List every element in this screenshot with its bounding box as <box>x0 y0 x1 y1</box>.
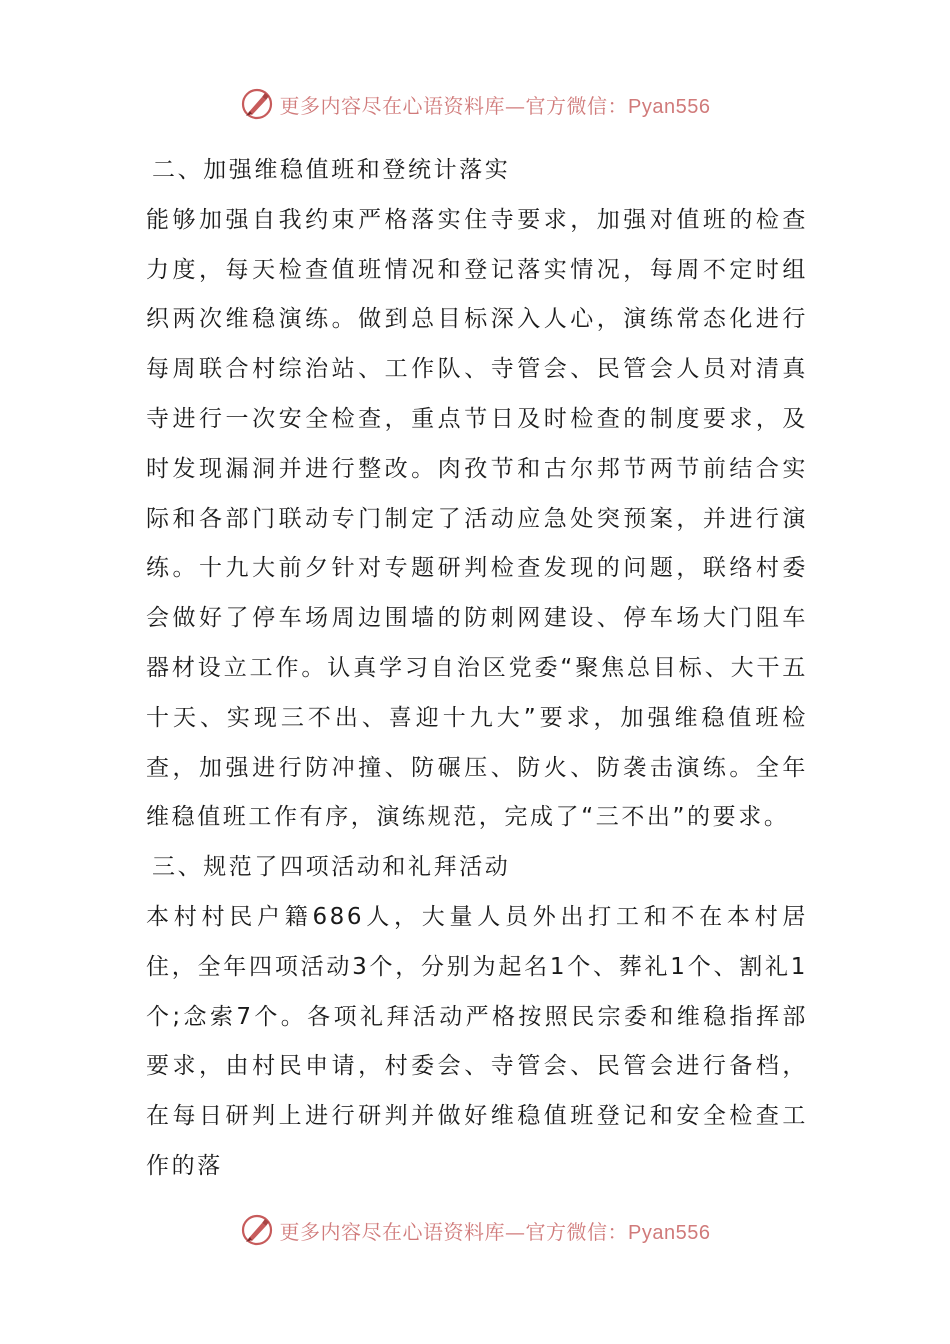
section-body-3: 本村村民户籍686人，大量人员外出打工和不在本村居住，全年四项活动3个，分别为起名1个、葬礼1个、割礼1个;念索7个。各项礼拜活动严格按照民宗委和维稳指挥部要求，由村民申请，村委会、寺管会、民管会进行备档，在每日研判上进行研判并做好维稳值班登记和安全检查工作的落 <box>146 903 808 1179</box>
watermark-wechat-id: Pyan556 <box>628 1221 711 1244</box>
footer-watermark <box>0 1208 950 1252</box>
watermark-wechat-id: Pyan556 <box>628 95 711 118</box>
pen-logo-icon <box>240 87 274 121</box>
header-watermark <box>0 82 950 126</box>
watermark-group <box>240 1213 711 1247</box>
pen-logo-icon <box>240 1213 274 1247</box>
watermark-group <box>240 87 711 121</box>
document-body <box>146 146 808 1192</box>
watermark-text: 更多内容尽在心语资料库—官方微信：Pyan556 <box>279 1219 711 1244</box>
watermark-text: 更多内容尽在心语资料库—官方微信：Pyan556 <box>279 93 711 118</box>
section-body-2: 能够加强自我约束严格落实住寺要求，加强对值班的检查力度，每天检查值班情况和登记落实情况，每周不定时组织两次维稳演练。做到总目标深入人心，演练常态化进行每周联合村综治站、工作队、寺管会、民管会人员对清真寺进行一次安全检查，重点节日及时检查的制度要求，及时发现漏洞并进行整改。肉孜节和古尔邦节两节前结合实际和各部门联动专门制定了活动应急处突预案，并进行演练。十九大前夕针对专题研判检查发现的问题，联络村委会做好了停车场周边围墙的防刺网建设、停车场大门阻车器材设立工作。认真学习自治区党委“聚焦总目标、大干五十天、实现三不出、喜迎十九大”要求，加强维稳值班检查，加强进行防冲撞、防碾压、防火、防袭击演练。全年维稳值班工作有序，演练规范，完成了“三不出”的要求。 <box>146 206 808 831</box>
section-heading-2: 二、加强维稳值班和登统计落实 <box>152 157 511 183</box>
section-heading-3: 三、规范了四项活动和礼拜活动 <box>152 854 511 881</box>
